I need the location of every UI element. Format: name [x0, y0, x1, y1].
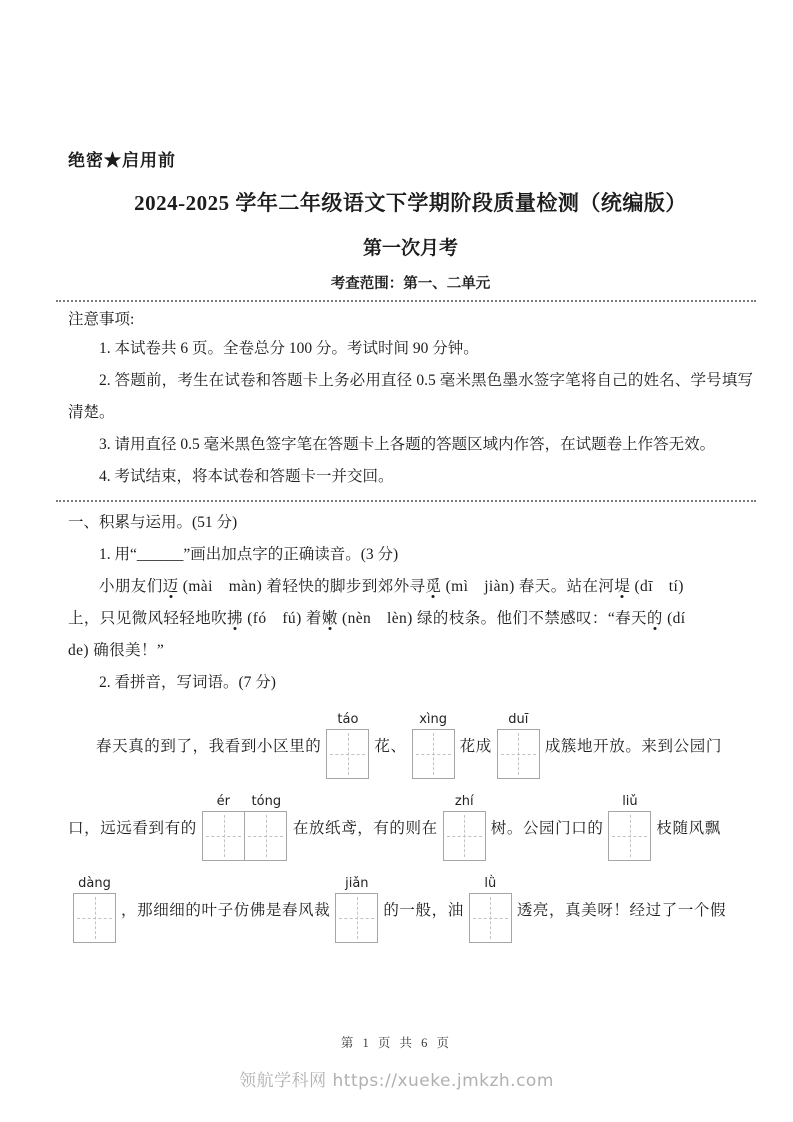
writing-box-group — [73, 876, 116, 943]
writing-cells — [73, 893, 116, 943]
writing-box — [202, 811, 245, 861]
dotted-char: 堤 — [614, 578, 631, 595]
writing-box — [443, 811, 486, 861]
pinyin-labels — [497, 712, 540, 729]
divider-top — [56, 300, 756, 302]
passage-text: (dí — [662, 610, 686, 627]
dotted-char: 嫩 — [321, 610, 338, 627]
notice-section — [68, 307, 753, 493]
writing-cells — [443, 811, 486, 861]
row-text: 在放纸鸢，有的则在 — [292, 820, 438, 837]
pinyin-label: lǜ — [484, 875, 497, 891]
passage-text: (fó fú) 着 — [242, 610, 322, 627]
writing-box — [497, 729, 540, 779]
writing-box-group — [326, 712, 369, 779]
row-text: 花、 — [374, 738, 407, 755]
dotted-char: 的 — [646, 610, 663, 627]
row-text: 成簇地开放。来到公园门 — [544, 738, 722, 755]
writing-box — [326, 729, 369, 779]
row-text: 枝随风飘 — [656, 820, 721, 837]
notice-item-2: 2. 答题前，考生在试卷和答题卡上务必用直径 0.5 毫米黑色墨水签字笔将自己的姓名、学号填写清楚。 — [68, 372, 753, 421]
exam-round-title: 第一次月考 — [362, 238, 458, 259]
writing-box-group — [608, 794, 651, 861]
pinyin-label: jiǎn — [345, 875, 369, 891]
notice-item-4: 4. 考试结束，将本试卷和答题卡一并交回。 — [99, 468, 394, 485]
writing-cells — [497, 729, 540, 779]
pinyin-labels — [326, 712, 369, 729]
writing-box-group — [469, 876, 512, 943]
writing-box-group — [443, 794, 486, 861]
watermark-site-link: 领航学科网 https://xueke.jmkzh.com — [239, 1071, 554, 1091]
question-1-prompt: 1. 用“______”画出加点字的正确读音。(3 分) — [99, 546, 399, 563]
writing-cells — [412, 729, 455, 779]
row-text: 的一般，油 — [383, 902, 464, 919]
notice-item-1: 1. 本试卷共 6 页。全卷总分 100 分。考试时间 90 分钟。 — [99, 340, 479, 357]
divider-section — [56, 500, 756, 502]
section-one — [68, 507, 753, 945]
dotted-char: 迈 — [162, 578, 179, 595]
writing-cells — [326, 729, 369, 779]
pinyin-label: táo — [337, 711, 359, 727]
writing-box-group — [335, 876, 378, 943]
dotted-char: 觅 — [425, 578, 442, 595]
passage-text: (nèn lèn) 绿的枝条。他们不禁感叹：“春天 — [337, 610, 647, 627]
row-text: 口，远远看到有的 — [68, 820, 197, 837]
section-one-heading: 一、积累与运用。(51 分) — [68, 514, 238, 531]
passage-text: 上，只见微风轻轻地吹 — [68, 610, 228, 627]
pinyin-labels — [335, 876, 378, 893]
writing-box — [73, 893, 116, 943]
secret-label: 绝密★启用前 — [68, 151, 176, 170]
pinyin-row — [68, 709, 753, 781]
passage-line — [68, 603, 753, 635]
pinyin-label: ér — [216, 793, 230, 809]
notice-item-3: 3. 请用直径 0.5 毫米黑色签字笔在答题卡上各题的答题区域内作答，在试题卷上作答无效。 — [99, 436, 716, 453]
writing-box — [335, 893, 378, 943]
pinyin-labels — [412, 712, 455, 729]
passage-text: (dī tí) — [630, 578, 684, 595]
pinyin-labels — [443, 794, 486, 811]
row-text: 春天真的到了，我看到小区里的 — [96, 738, 322, 755]
writing-box — [469, 893, 512, 943]
pinyin-labels — [73, 876, 116, 893]
pinyin-labels — [202, 794, 288, 811]
notice-heading: 注意事项: — [68, 311, 135, 328]
row-text: 花成 — [459, 738, 492, 755]
question-2-body — [68, 709, 753, 945]
pinyin-label: duī — [508, 711, 529, 727]
row-text: 透亮，真美呀！经过了一个假 — [516, 902, 727, 919]
passage-line — [68, 635, 753, 667]
writing-cells — [469, 893, 512, 943]
pinyin-row — [68, 791, 753, 863]
pinyin-labels — [469, 876, 512, 893]
page-number: 第 1 页 共 6 页 — [340, 1036, 453, 1050]
pinyin-label: tóng — [251, 793, 282, 809]
pinyin-label: liǔ — [622, 793, 638, 809]
writing-box-group — [412, 712, 455, 779]
row-text: ，那细细的叶子仿佛是春风裁 — [121, 902, 331, 919]
writing-cells — [608, 811, 651, 861]
writing-box-group — [497, 712, 540, 779]
writing-box — [412, 729, 455, 779]
writing-cells — [202, 811, 287, 861]
question-2-prompt: 2. 看拼音，写词语。(7 分) — [99, 674, 276, 691]
pinyin-labels — [608, 794, 651, 811]
writing-cells — [335, 893, 378, 943]
pinyin-label: xìng — [419, 711, 447, 727]
writing-box-group — [202, 794, 288, 861]
passage-text: (mì jiàn) 春天。站在河 — [441, 578, 615, 595]
pinyin-label: dàng — [78, 875, 111, 891]
question-1-passage — [68, 571, 753, 667]
writing-box — [244, 811, 287, 861]
row-text: 树。公园门口的 — [490, 820, 604, 837]
passage-text: 小朋友们 — [99, 578, 163, 595]
passage-line — [68, 571, 753, 603]
dotted-char: 拂 — [227, 610, 243, 627]
passage-text: de) 确很美！” — [68, 642, 165, 659]
page-title: 2024-2025 学年二年级语文下学期阶段质量检测（统编版） — [134, 191, 687, 215]
pinyin-label: zhí — [454, 793, 474, 809]
exam-scope: 考查范围：第一、二单元 — [330, 276, 491, 292]
writing-box — [608, 811, 651, 861]
pinyin-row — [68, 873, 753, 945]
passage-text: (mài màn) 着轻快的脚步到郊外寻 — [178, 578, 426, 595]
